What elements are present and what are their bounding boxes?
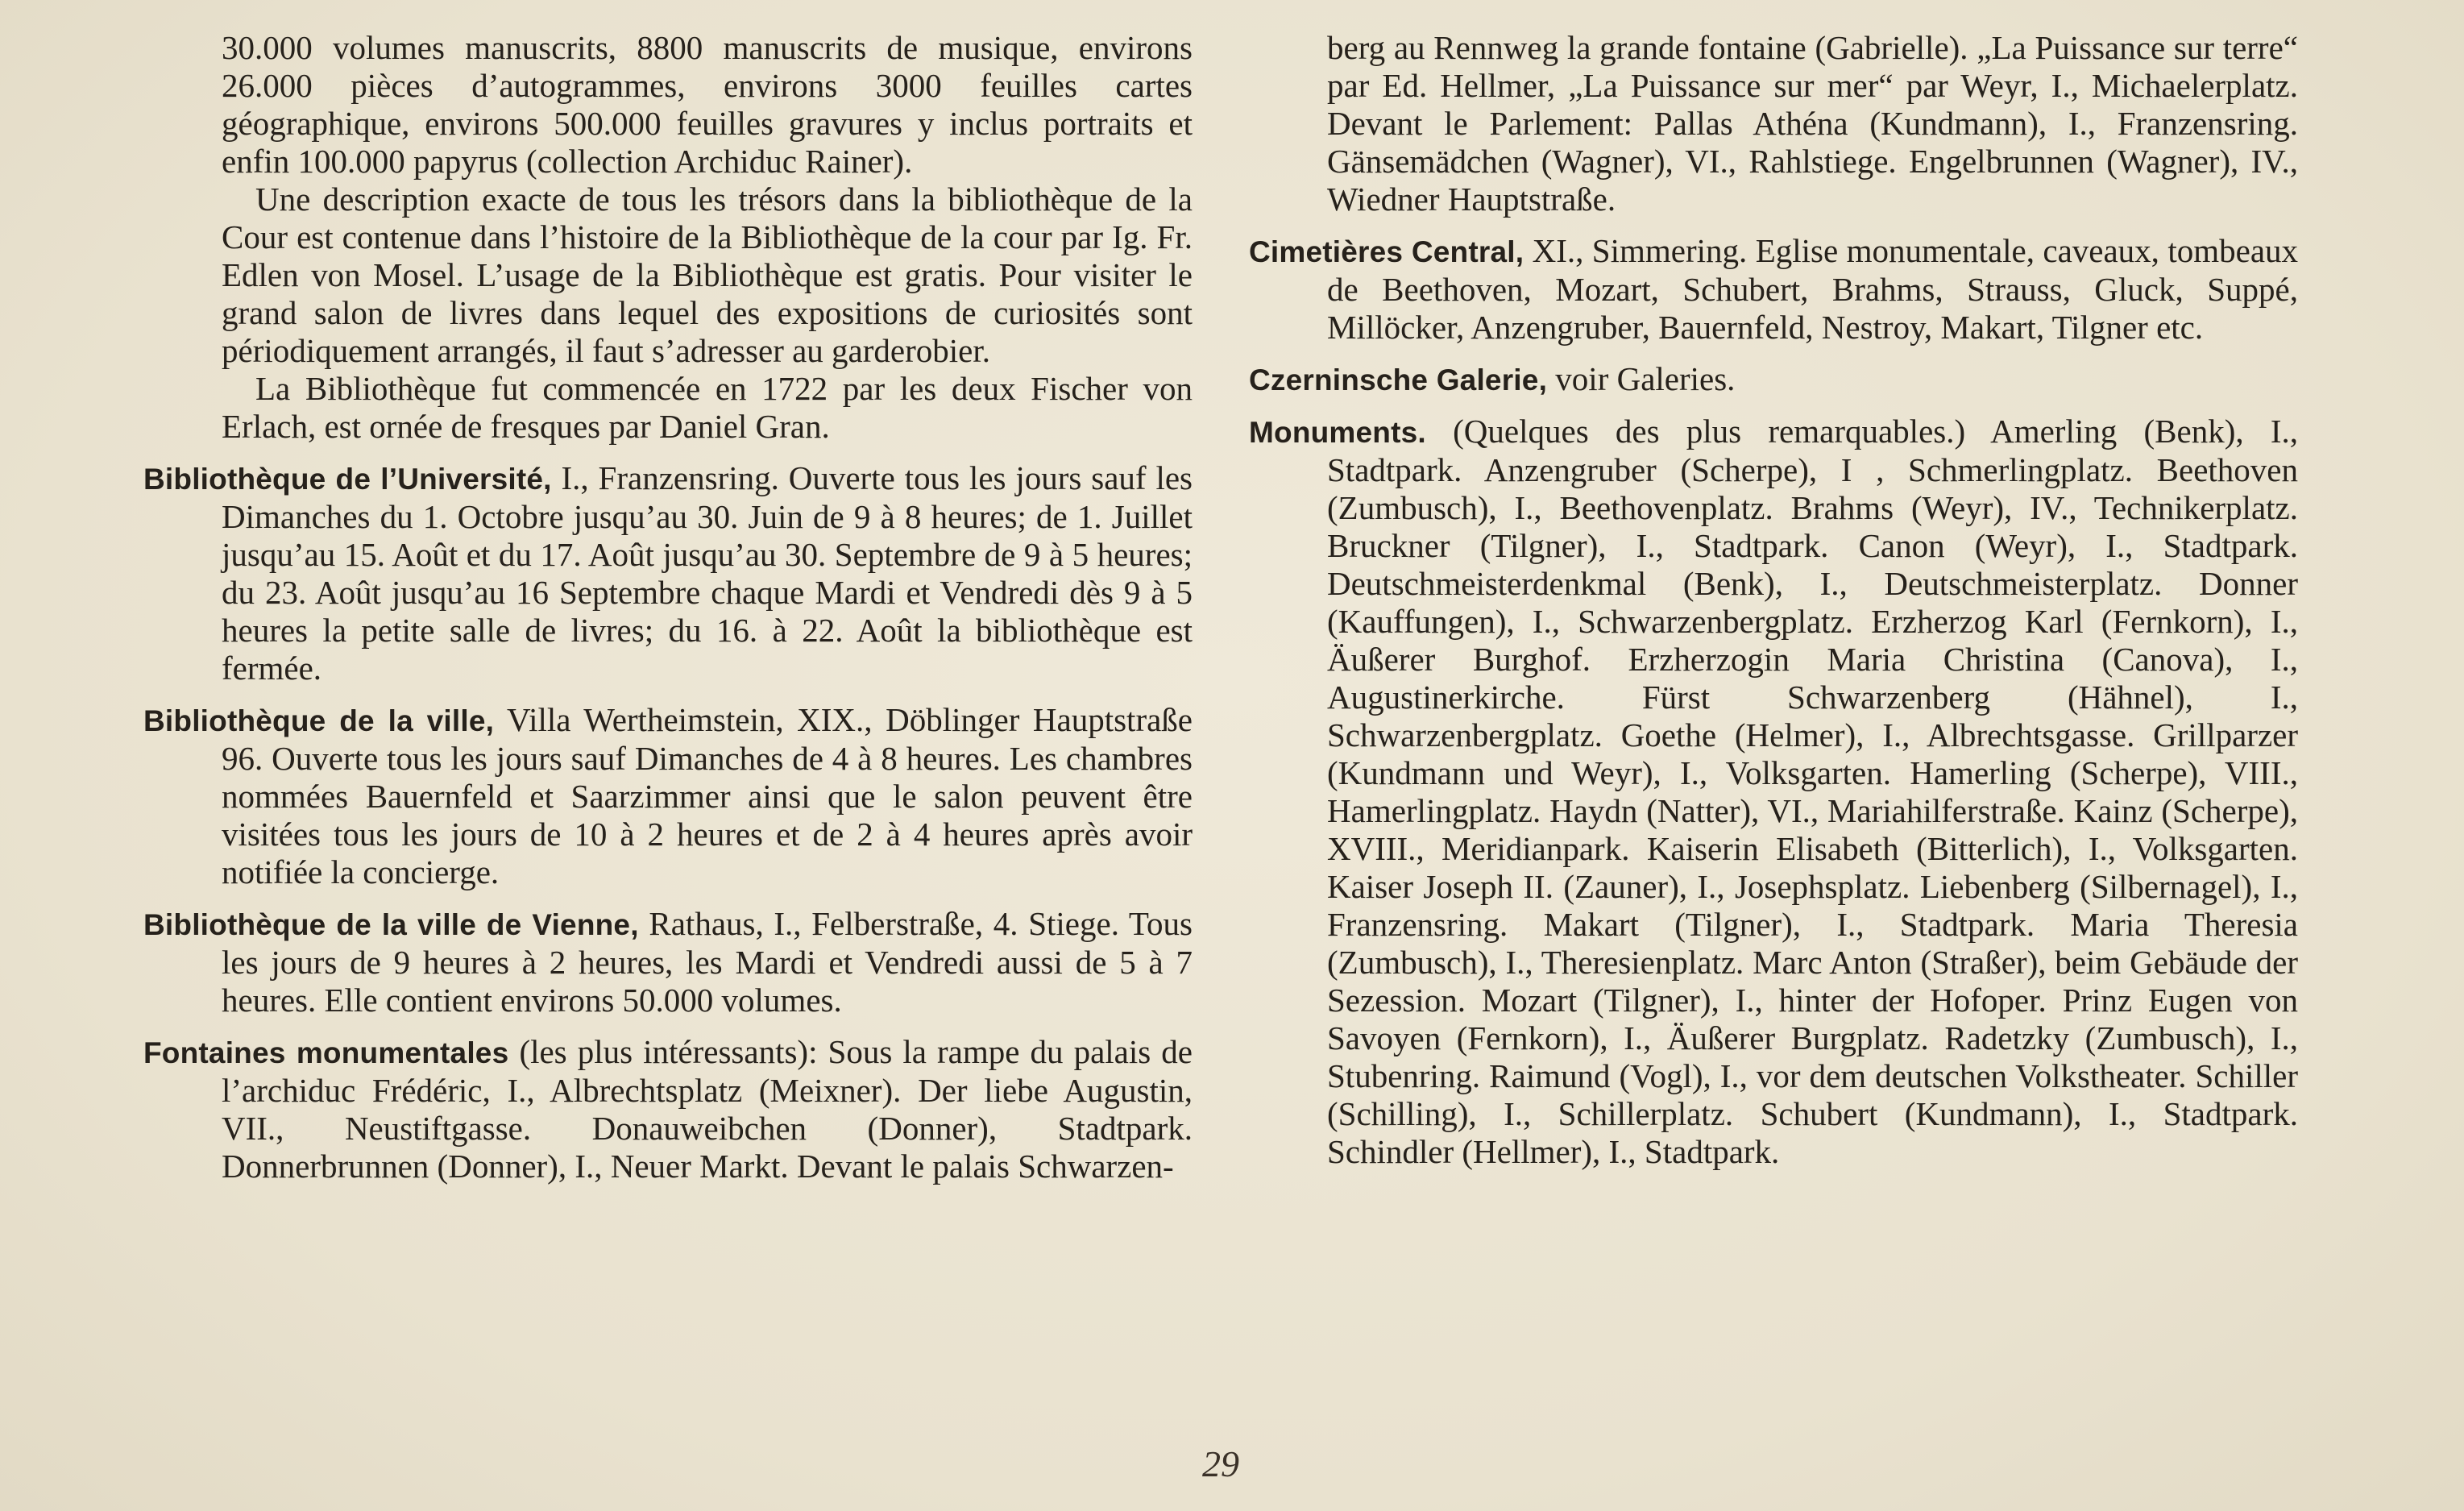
entry-heading: Bibliothèque de la ville de Vienne, — [143, 908, 639, 941]
entry-bibliotheque-universite — [143, 459, 1193, 687]
page-number: 29 — [1202, 1443, 1239, 1484]
paragraph-library-description: Une description exacte de tous les trésors dans la bibliothèque de la Cour est contenue dans l’histoire de la Bibliothèque de la cour par Ig. Fr. Edlen von Mosel. L’usage de la Bibliothèque est gratis. Pour visiter le grand salon de livres dans lequel des expositions de curiosités sont périodiquement arrangés, il faut s’adresser au garderobier. — [222, 181, 1193, 369]
left-column — [143, 29, 1193, 1185]
entry-heading: Bibliothèque de l’Université, — [143, 463, 552, 496]
entry-heading: Czerninsche Galerie, — [1249, 363, 1548, 396]
entry-text: Villa Wertheimstein, XIX., Döblinger Hauptstraße 96. Ouverte tous les jours sauf Dimanches de 4 à 8 heures. Les chambres nommées Bauernfeld et Saarzimmer ainsi que le salon peuvent être visitées tous les jours de 10 à 2 heures et de 2 à 4 heures après avoir notifiée la concierge. — [222, 701, 1193, 890]
entry-heading: Cimetières Central, — [1249, 235, 1524, 268]
entry-bibliotheque-ville — [143, 701, 1193, 891]
entry-heading: Bibliothèque de la ville, — [143, 704, 495, 737]
continuation-text: berg au Rennweg la grande fontaine (Gabrielle). „La Puissance sur terre“ par Ed. Hellmer, „La Puissance sur mer“ par Weyr, I., Michaelerplatz. Devant le Parlement: Pallas Athéna (Kundmann), I., Franzensring. Gänsemädchen (Wagner), VI., Rahlstiege. Engelbrunnen (Wagner), IV., Wiedner Hauptstraße. — [1327, 29, 2298, 218]
entry-text: (les plus intéressants): Sous la rampe du palais de l’archiduc Frédéric, I., Albrechtsplatz (Meixner). Der liebe Augustin, VII., Neustiftgasse. Donauweibchen (Donner), Stadtpark. Donnerbrunnen (Donner), I., Neuer Markt. Devant le palais Schwarzen- — [222, 1033, 1193, 1185]
paragraph-library-history: La Bibliothèque fut commencée en 1722 par les deux Fischer von Erlach, est ornée de fresques par Daniel Gran. — [222, 370, 1193, 445]
entry-czerninsche-galerie — [1249, 360, 2298, 399]
entry-text: XI., Simmering. Eglise monumentale, caveaux, tombeaux de Beethoven, Mozart, Schubert, Brahms, Strauss, Gluck, Suppé, Millöcker, Anzengruber, Bauernfeld, Nestroy, Makart, Tilgner etc. — [1327, 232, 2299, 346]
entry-text: Rathaus, I., Felberstraße, 4. Stiege. Tous les jours de 9 heures à 2 heures, les Mardi et Vendredi aussi de 5 à 7 heures. Elle contient environs 50.000 volumes. — [222, 905, 1193, 1019]
right-column — [1249, 29, 2298, 1171]
entry-text: (Quelques des plus remarquables.) Amerling (Benk), I., Stadtpark. Anzengruber (Scherpe), I , Schmerlingplatz. Beethoven (Zumbusch), I., Beethovenplatz. Brahms (Weyr), IV., Technikerplatz. Bruckner (Tilgner), I., Stadtpark. Canon (Weyr), I., Stadtpark. Deutschmeisterdenkmal (Benk), I., Deutschmeisterplatz. Donner (Kauffungen), I., Schwarzenbergplatz. Erzherzog Karl (Fernkorn), I., Äußerer Burghof. Erzherzogin Maria Christina (Canova), I., Augustinerkirche. Fürst Schwarzenberg (Hähnel), I., Schwarzenbergplatz. Goethe (Helmer), I., Albrechtsgasse. Grillparzer (Kundmann und Weyr), I., Volksgarten. Hamerling (Scherpe), VIII., Hamerlingplatz. Haydn (Natter), VI., Mariahilferstraße. Kainz (Scherpe), XVIII., Meridianpark. Kaiserin Elisabeth (Bitterlich), I., Volksgarten. Kaiser Joseph II. (Zauner), I., Josephsplatz. Liebenberg (Silbernagel), I., Franzensring. Makart (Tilgner), I., Stadtpark. Maria Theresia (Zumbusch), I., Theresienplatz. Marc Anton (Straßer), beim Gebäude der Sezession. Mozart (Tilgner), I., hinter der Hofoper. Prinz Eugen von Savoyen (Fernkorn), I., Äußerer Burgplatz. Radetzky (Zumbusch), I., Stubenring. Raimund (Vogl), I., vor dem deutschen Volkstheater. Schiller (Schilling), I., Schillerplatz. Schubert (Kundmann), I., Stadtpark. Schindler (Hellmer), I., Stadtpark. — [1327, 413, 2298, 1170]
entry-fontaines-monumentales — [143, 1033, 1193, 1185]
continuation-text: 30.000 volumes manuscrits, 8800 manuscrits de musique, environs 26.000 pièces d’autogrammes, environs 3000 feuilles cartes géographique, environs 500.000 feuilles gravures y inclus portraits et enfin 100.000 papyrus (collection Archiduc Rainer). — [222, 29, 1193, 180]
entry-heading: Fontaines monumentales — [143, 1036, 509, 1069]
entry-text: voir Galeries. — [1555, 360, 1736, 397]
entry-bibliotheque-ville-vienne — [143, 905, 1193, 1019]
entry-text: I., Franzensring. Ouverte tous les jours sauf les Dimanches du 1. Octobre jusqu’au 30. Juin de 9 à 8 heures; de 1. Juillet jusqu’au 15. Août et du 17. Août jusqu’au 30. Septembre de 9 à 5 heures; du 23. Août jusqu’au 16 Septembre chaque Mardi et Vendredi dès 9 à 5 heures la petite salle de livres; du 16. à 22. Août la bibliothèque est fermée. — [222, 459, 1193, 687]
entry-heading: Monuments. — [1249, 416, 1426, 449]
entry-cimetieres-central — [1249, 232, 2298, 347]
entry-monuments — [1249, 413, 2298, 1171]
